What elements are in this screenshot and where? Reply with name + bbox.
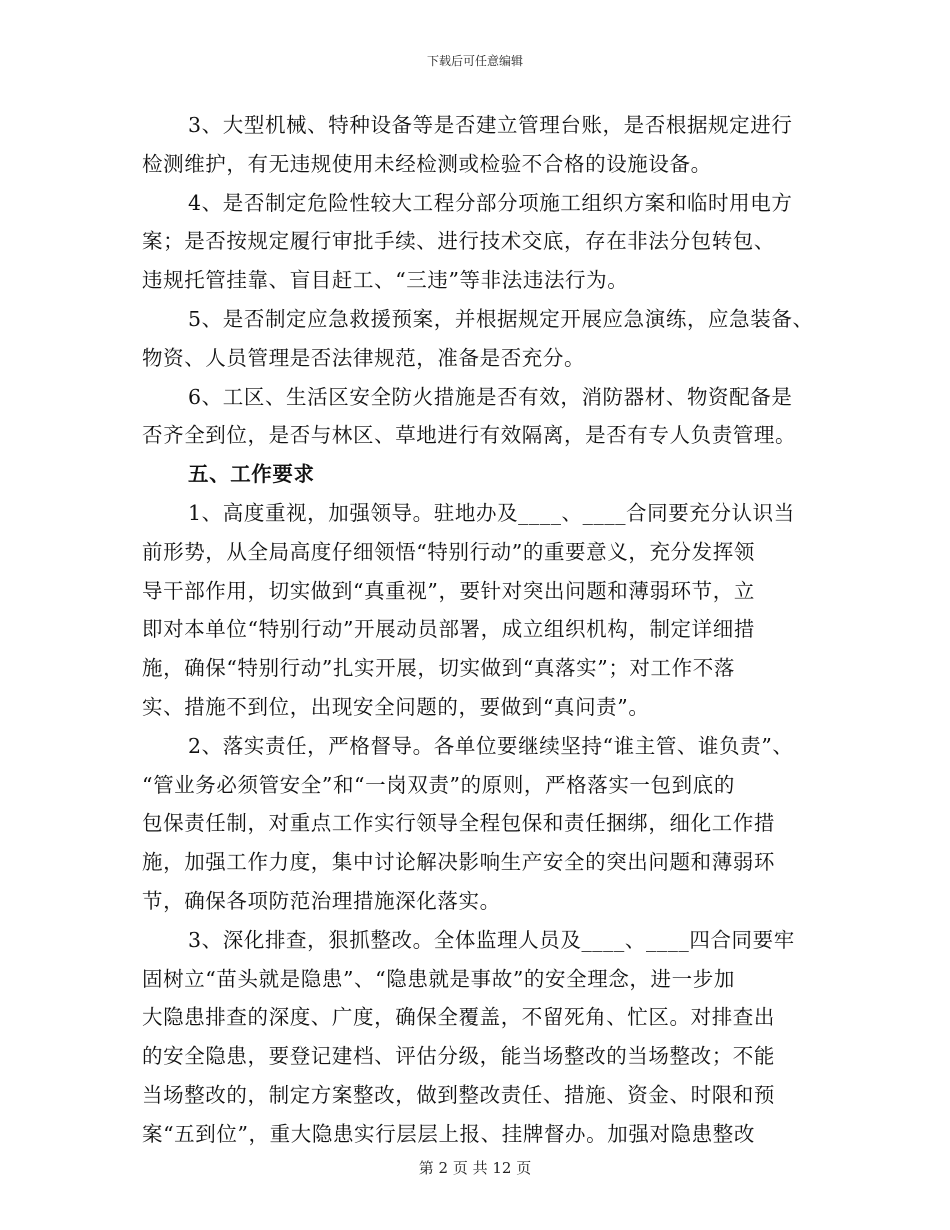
text-line: 违规托管挂靠、盲目赶工、“三违”等非法违法行为。 bbox=[142, 268, 629, 293]
text-line: 5、是否制定应急救援预案，并根据规定开展应急演练，应急装备、 bbox=[188, 306, 814, 331]
text-line: 4、是否制定危险性较大工程分部分项施工组织方案和临时用电方 bbox=[188, 190, 793, 215]
text-line: 6、工区、生活区安全防火措施是否有效，消防器材、物资配备是 bbox=[188, 384, 793, 409]
text-line: 前形势，从全局高度仔细领悟“特别行动”的重要意义，充分发挥领 bbox=[142, 539, 755, 564]
text-line: 当场整改的，制定方案整改，做到整改责任、措施、资金、时限和预 bbox=[142, 1082, 775, 1107]
text-line: 施，加强工作力度，集中讨论解决影响生产安全的突出问题和薄弱环 bbox=[142, 850, 775, 875]
text-line: 施，确保“特别行动”扎实开展，切实做到“真落实”；对工作不落 bbox=[142, 656, 735, 681]
text-line: 1、高度重视，加强领导。驻地办及____、____合同要充分认识当 bbox=[188, 500, 795, 525]
text-line: 的安全隐患，要登记建档、评估分级，能当场整改的当场整改；不能 bbox=[142, 1044, 775, 1069]
document-body bbox=[142, 106, 832, 1154]
text-line: 节，确保各项防范治理措施深化落实。 bbox=[142, 888, 501, 913]
text-line: 案“五到位”，重大隐患实行层层上报、挂牌督办。加强对隐患整改 bbox=[142, 1121, 755, 1146]
page-header: 下载后可任意编辑 bbox=[426, 54, 523, 68]
text-line: 导干部作用，切实做到“真重视”，要针对突出问题和薄弱环节，立 bbox=[142, 578, 755, 603]
text-line: 2、落实责任，严格督导。各单位要继续坚持“谁主管、谁负责”、 bbox=[188, 733, 794, 758]
section-heading: 五、工作要求 bbox=[188, 462, 315, 487]
text-line: 3、大型机械、特种设备等是否建立管理台账，是否根据规定进行 bbox=[188, 113, 793, 137]
page-footer: 第 2 页 共 12 页 bbox=[418, 1159, 532, 1177]
text-line: 实、措施不到位，出现安全问题的，要做到“真问责”。 bbox=[142, 694, 650, 719]
text-line: 即对本单位“特别行动”开展动员部署，成立组织机构，制定详细措 bbox=[142, 617, 755, 642]
text-line: 案；是否按规定履行审批手续、进行技术交底，存在非法分包转包、 bbox=[142, 229, 775, 254]
text-line: 检测维护，有无违规使用未经检测或检验不合格的设施设备。 bbox=[142, 151, 712, 176]
text-line: 3、深化排查，狠抓整改。全体监理人员及____、____四合同要牢 bbox=[188, 927, 795, 952]
text-line: 否齐全到位，是否与林区、草地进行有效隔离，是否有专人负责管理。 bbox=[142, 423, 797, 448]
text-line: 大隐患排查的深度、广度，确保全覆盖，不留死角、忙区。对排查出 bbox=[142, 1005, 775, 1030]
text-line: 固树立“苗头就是隐患”、“隐患就是事故”的安全理念，进一步加 bbox=[142, 966, 735, 991]
text-line: 包保责任制，对重点工作实行领导全程包保和责任捆绑，细化工作措 bbox=[142, 811, 775, 836]
text-line: “管业务必须管安全”和“一岗双责”的原则，严格落实一包到底的 bbox=[142, 772, 735, 797]
text-line: 物资、人员管理是否法律规范，准备是否充分。 bbox=[142, 345, 586, 370]
